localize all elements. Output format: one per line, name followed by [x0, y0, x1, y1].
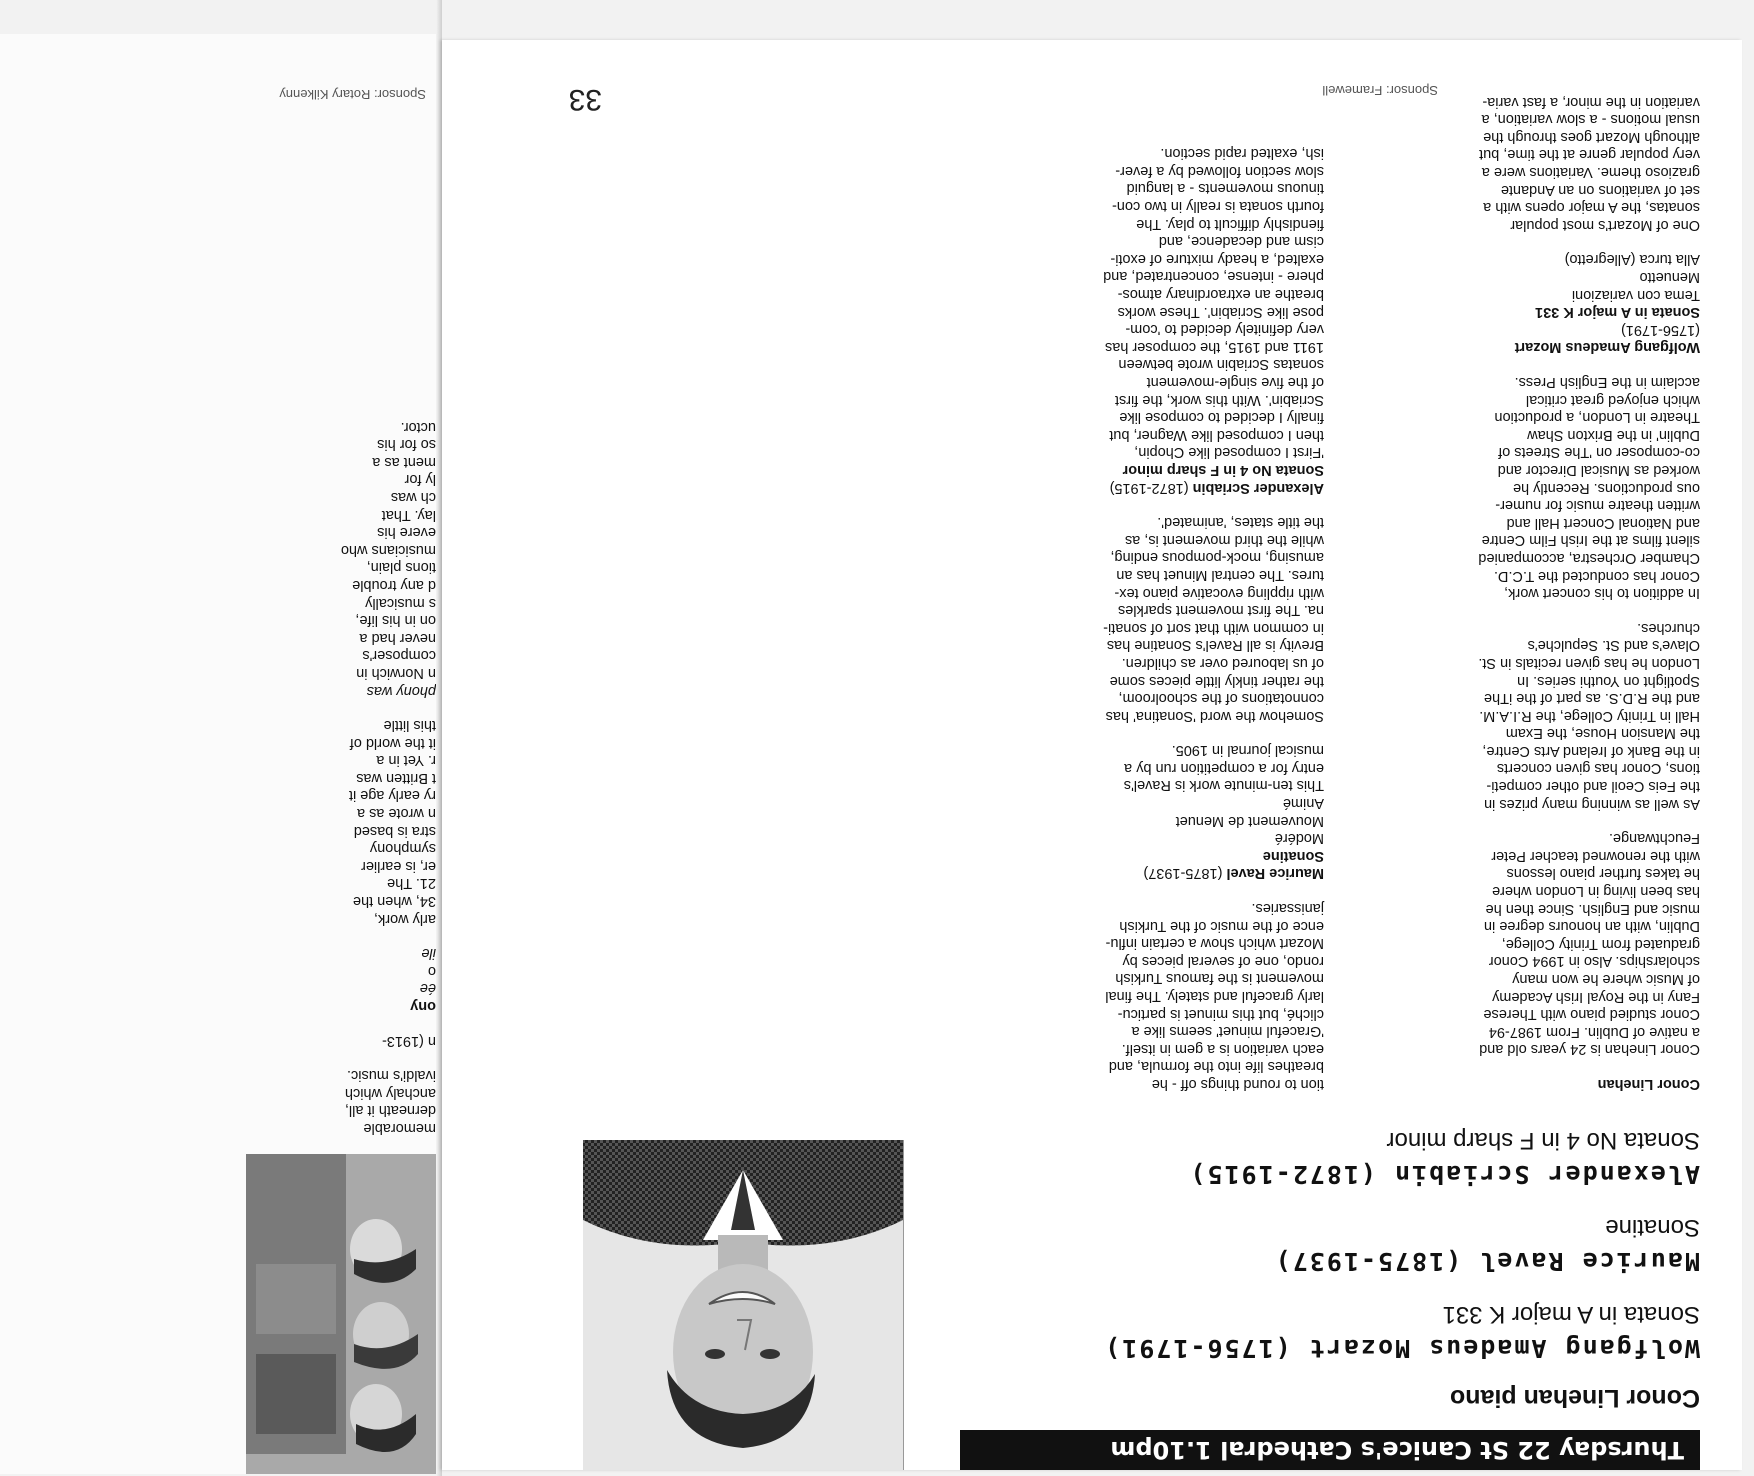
facing-page-line: stra is based — [353, 822, 436, 839]
page-number: 33 — [568, 83, 602, 116]
page-33 — [442, 40, 1742, 1470]
facing-page-gap — [246, 927, 436, 944]
programme-block — [940, 1102, 1700, 1412]
facing-page-line: memorable — [363, 1120, 436, 1136]
facing-page-line: on in his life, — [355, 612, 436, 629]
facing-page-line: n (1913- — [381, 1032, 436, 1049]
facing-page-line: lay. That — [381, 506, 436, 523]
facing-page-gap — [246, 1014, 436, 1031]
facing-page-gap — [246, 1049, 436, 1066]
bio-paragraph: In addition to his concert work, Conor has conducted the T.C.D. Chamber Orchestra, accompanied silent films at the Irish Film Centre and National Concert Hall and written theatre music for numer- ous productions. Recently he worked as Musical Director and co-composer on 'The Streets of Dublin' in the Brixton Shaw Theatre in London, a production which enjoyed great critical acclaim in the English Press. — [1478, 374, 1700, 602]
movement-item: Mouvement de Menuet — [1175, 812, 1324, 829]
facing-page-line: s musically — [365, 594, 436, 611]
programme-work-ravel: Sonatine — [1605, 1214, 1700, 1241]
ravel-note-dates: (1875-1937) — [1143, 865, 1223, 882]
facing-page-line: anchaly which — [344, 1084, 436, 1101]
programme-composer-scriabin: Alexander Scriabin (1872-1915) — [1188, 1160, 1700, 1189]
mozart-note-piece: Sonata in A major K 331 — [1535, 304, 1700, 321]
facing-page-line: d any trouble — [352, 576, 436, 593]
mozart-note-heading — [1378, 338, 1700, 356]
scriabin-note-dates: (1872-1915) — [1109, 479, 1189, 496]
scriabin-note-composer: Alexander Scriabin — [1192, 479, 1324, 496]
programme-composer-ravel: Maurice Ravel (1875-1937) — [1273, 1247, 1700, 1276]
facing-page-line: so for his — [377, 436, 436, 453]
mozart-note-dates: (1756-1791) — [1621, 321, 1700, 338]
facing-page-line: o — [427, 962, 436, 979]
programme-composer-mozart: Wolfgang Amadeus Mozart (1756-1791) — [1103, 1334, 1700, 1363]
performer-name: Conor Linehan piano — [1450, 1384, 1700, 1412]
facing-page-line: derneath it all, — [344, 1102, 436, 1119]
mozart-programme-note-continued: tion to round things off - he breathes life into the formula, and each variation is a gem in itself. 'Graceful minuet' seems like a cliché, but this minuet is particu- larly graceful and stately. The final movement is the famous Turkish rondo, one of several pieces by Mozart which show a certain influ- ence of the music of the Turkish janissaries. — [1105, 900, 1324, 1092]
facing-page-line: this little — [383, 717, 436, 734]
text-column-right — [1002, 127, 1324, 1092]
facing-page-line: musicians who — [340, 541, 436, 558]
facing-page-line: tions plain, — [366, 559, 436, 576]
facing-page-line: ile — [421, 945, 436, 962]
scriabin-programme-note: 'First I composed like Chopin, then I composed like Wagner, but finally I decided to compose like Scriabin'. With this work, the first of the five single-movement sonatas Scriabin wrote between 1911 and 1915, the composer has very definitely decided to 'com- pose like Scriabin'. These works breathe an extraordinary atmos- phere - intense, concentrated, and exalted, a heady mixture of exoti- cism and decadence, and fiendishly difficult to play. The fourth sonata is really in two con- tinuous movements - a languid slow section followed by a fever- ish, exalted rapid section. — [1103, 145, 1324, 461]
facing-page-line: ment as a — [372, 453, 436, 470]
ravel-programme-note: This ten-minute work is Ravel's entry for a competition run by a musical journal in 1905. — [1123, 742, 1324, 794]
facing-page-line: n wrote as a — [357, 805, 436, 822]
facing-page-line: never had a — [359, 629, 436, 646]
movement-item: Modéré — [1274, 830, 1324, 847]
movement-item: Animé — [1282, 795, 1324, 812]
text-column-left — [1378, 75, 1700, 1092]
facing-page-line: it the world of — [349, 734, 436, 751]
scriabin-note-piece: Sonata No 4 in F sharp minor — [1122, 462, 1324, 478]
facing-page-sponsor-credit: Sponsor: Rotary Kilkenny — [279, 87, 426, 102]
group-photo — [246, 1154, 436, 1474]
facing-page-line: arly work, — [373, 910, 436, 927]
sponsor-credit: Sponsor: Framewell — [1322, 83, 1438, 98]
bio-paragraph: Conor Linehan is 24 years old and a native of Dublin. From 1987-94 Conor studied piano with Therese Fany in the Royal Irish Academy of Music where he won many scholarships. Also in 1994 Conor graduated from Trinity College, Dublin, with an honours degree in music and English. Since then he has been living in London where he takes further piano lessons with the renowned teacher Peter Feuchtwange. — [1479, 830, 1700, 1058]
scriabin-note-heading — [1002, 478, 1324, 496]
facing-page-line: composer's — [362, 647, 436, 664]
facing-page-line: ée — [419, 980, 436, 997]
programme-work-scriabin: Sonata No 4 in F sharp minor — [1386, 1127, 1700, 1154]
facing-page-line: uctor. — [400, 418, 436, 435]
ravel-programme-note: Somehow the word 'Sonatina' has connotations of the schoolroom, the rather tinkly little pieces some of us laboured over as children. Brevity is all Ravel's Sonatine has in common with that sort of sonati- na. The first movement sparkles with rippling evocative piano tex- tures. The central Minuet has an amusing, mock-pompous ending, while the third movement is, as the title states, 'animated'. — [1103, 514, 1324, 724]
facing-page-line: t Britten was — [356, 769, 436, 786]
facing-page-line: 34, when the — [352, 893, 436, 910]
concert-date-banner: Thursday 22 St Canice's Cathedral 1.10pm — [960, 1430, 1700, 1470]
facing-page-line: evere his — [377, 524, 436, 541]
facing-page-fragment — [0, 34, 436, 1474]
movement-item: Tema con variazioni — [1571, 286, 1700, 303]
facing-page-line: ivaldi's music. — [347, 1067, 436, 1084]
facing-page-line: phony was — [366, 682, 436, 699]
facing-page-line: ch was — [390, 489, 436, 505]
performer-portrait-photo — [583, 1140, 904, 1470]
movement-item: Alla turca (Allegretto) — [1564, 251, 1700, 268]
facing-page-line: er, is earlier — [361, 857, 436, 874]
movement-item: Menuetto — [1639, 269, 1700, 286]
facing-page-line: ly for — [404, 471, 436, 488]
mozart-note-composer: Wolfgang Amadeus Mozart — [1514, 339, 1700, 356]
facing-page-line: ry early age it — [348, 787, 436, 804]
ravel-note-composer: Maurice Ravel — [1226, 865, 1324, 882]
facing-page-line: 21. The — [387, 875, 436, 892]
bio-heading: Conor Linehan — [1597, 1076, 1700, 1092]
facing-page-gap — [246, 699, 436, 716]
facing-page-line: symphony — [369, 840, 436, 857]
ravel-note-heading — [1002, 864, 1324, 882]
facing-page-text — [246, 417, 436, 1136]
bio-paragraph: As well as winning many prizes in the Feis Ceoil and other competi- tions, Conor has given concerts in the Bank of Ireland Arts Centre, the Mansion House, the Exam Hall in Trinity College, the R.I.A.M. and the R.D.S. as part of the iThe Spotlight on Youthi series. In London he has given recitals in St. Olave's and St. Sepulche's churches. — [1478, 619, 1700, 812]
facing-page-line: ony — [410, 998, 436, 1015]
facing-page-line: n Norwich in — [356, 664, 436, 681]
mozart-programme-note: One of Mozart's most popular sonatas, the A major opens with a set of variations on an Andante grazioso theme. Variations were a very popular genre at the time, but although Mozart goes through the usual motions - a slow variation, a variation in the minor, a fast varia- — [1479, 93, 1700, 233]
facing-page-line: r. Yet in a — [376, 752, 436, 769]
programme-work-mozart: Sonata in A major K 331 — [1442, 1301, 1700, 1328]
ravel-note-piece: Sonatine — [1262, 847, 1324, 864]
